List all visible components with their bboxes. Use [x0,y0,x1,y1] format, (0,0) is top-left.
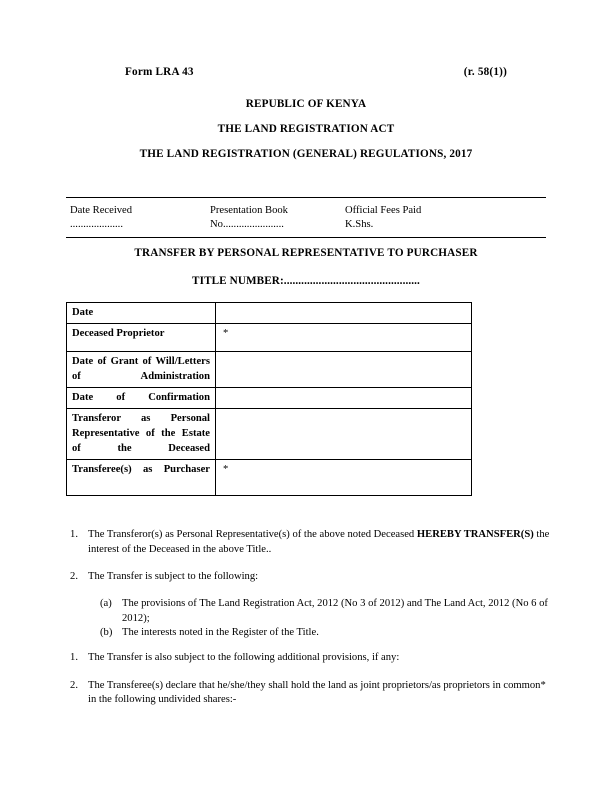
clause-number: 1. [70,652,78,663]
clause-number: 2. [70,571,78,582]
date-received-value[interactable]: .................... [70,219,123,231]
row-label: Date of Confirmation [67,388,216,409]
list-item [100,597,550,626]
clause-list-first [62,528,554,585]
clause-number: 1. [70,529,78,540]
table-row [67,460,472,496]
receipt-box [66,197,546,238]
form-number: Form LRA 43 [125,66,194,78]
title-number-field[interactable]: TITLE NUMBER:............................................... [192,275,420,287]
clause-number: 2. [70,679,78,691]
heading-act: THE LAND REGISTRATION ACT [217,123,395,135]
table-row [67,388,472,409]
row-value[interactable]: * [216,324,472,352]
table-row [67,303,472,324]
sub-clause-letter: (a) [100,598,112,609]
clause-text: The Transfer is also subject to the following additional provisions, if any: [88,652,400,663]
sub-clause-text: The interests noted in the Register of the Title. [122,627,319,638]
particulars-table-body [67,303,472,496]
presentation-book-value[interactable]: No....................... [210,219,284,231]
sub-clause-list [100,597,550,641]
list-item [62,570,554,585]
row-label: Transferor as Personal Representative of the Estate of the Deceased [67,409,216,460]
table-row [67,352,472,388]
clause-text-after: the interest of the Deceased in the above Title.. [88,529,550,555]
list-item [100,626,550,641]
official-fees-value[interactable]: K.Shs. [345,219,374,231]
presentation-book-cell [210,204,345,232]
receipt-row [66,204,546,232]
table-row [67,409,472,460]
heading-republic: REPUBLIC OF KENYA [245,98,367,110]
row-label: Transferee(s) as Purchaser [67,460,216,496]
sub-clause-letter: (b) [100,627,113,638]
row-value[interactable]: * [216,460,472,496]
official-fees-cell [345,204,525,232]
particulars-table [66,302,472,496]
row-value[interactable] [216,352,472,388]
row-value[interactable] [216,409,472,460]
row-label: Date [67,303,216,324]
row-label: Deceased Proprietor [67,324,216,352]
sub-clause-text: The provisions of The Land Registration Act, 2012 (No 3 of 2012) and The Land Act, 2012 (No 6 of 2012); [122,598,548,624]
clause-text: The Transfer is subject to the following: [88,571,259,582]
presentation-book-label: Presentation Book [210,205,288,216]
table-row [67,324,472,352]
clause-list-second [62,651,554,708]
date-received-label: Date Received [70,205,133,216]
clause-text-emphasis: HEREBY TRANSFER(S) [416,529,534,540]
row-value[interactable] [216,303,472,324]
list-item [62,528,554,557]
page-title: TRANSFER BY PERSONAL REPRESENTATIVE TO PURCHASER [134,247,478,259]
clause-text-before: The Transferor(s) as Personal Representative(s) of the above noted Deceased [88,529,417,540]
row-label: Date of Grant of Will/Letters of Administration [67,352,216,388]
clause-text [88,528,554,557]
list-item [62,679,554,708]
rule-reference: (r. 58(1)) [463,66,507,78]
form-header-line [125,66,507,78]
list-item [62,651,554,666]
heading-regulations: THE LAND REGISTRATION (GENERAL) REGULATIONS, 2017 [139,148,473,160]
row-value[interactable] [216,388,472,409]
official-fees-label: Official Fees Paid [345,205,422,216]
date-received-cell [66,204,210,232]
clause-text: The Transferee(s) declare that he/she/they shall hold the land as joint proprietors/as proprietors in common* in the following undivided shares:- [88,679,546,705]
